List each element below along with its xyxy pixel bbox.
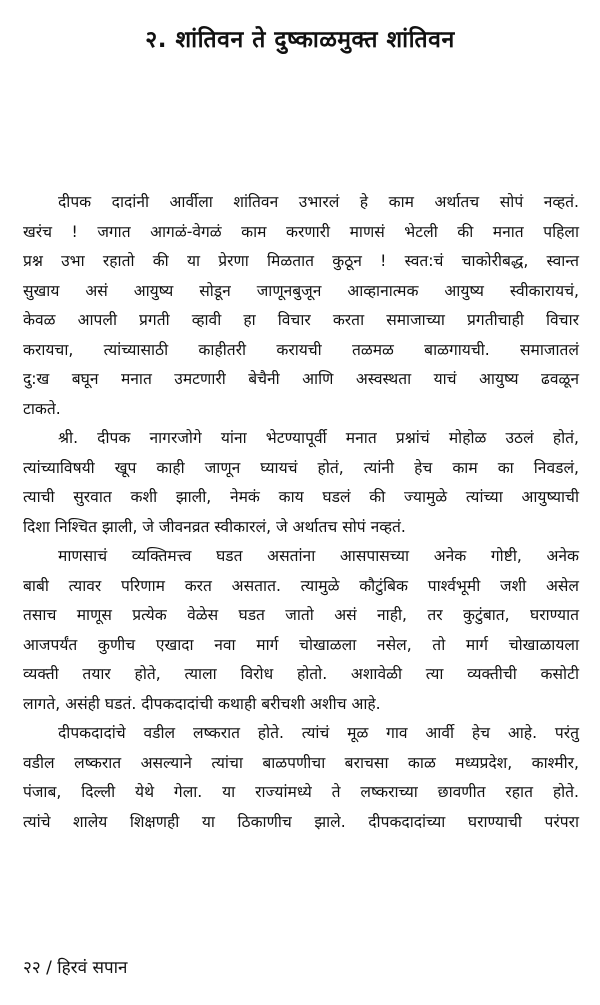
paragraph-1 [23,188,579,424]
page-footer: २२ / हिरवं सपान [23,958,128,978]
text-line: सुखाय असं आयुष्य सोडून जाणूनबुजून आव्हानात्मक आयुष्य स्वीकारायचं, [23,281,579,300]
body-text [23,188,579,837]
text-line: दिशा निश्चित झाली, जे जीवनव्रत स्वीकारलं, जे अर्थातच सोपं नव्हतं. [23,517,406,536]
text-line: आजपर्यंत कुणीच एखादा नवा मार्ग चोखाळला नसेल, तो मार्ग चोखाळायला [23,635,579,654]
paragraph-3 [23,542,579,719]
text-line: खरंच ! जगात आगळं-वेगळं काम करणारी माणसं भेटली की मनात पहिला [23,222,579,241]
text-line: दु:ख बघून मनात उमटणारी बेचैनी आणि अस्वस्थता याचं आयुष्य ढवळून [23,370,579,388]
paragraph-4 [23,719,579,837]
text-line: टाकते. [23,399,61,418]
text-line: करायचा, त्यांच्यासाठी काहीतरी करायची तळमळ बाळगायची. समाजातलं [23,340,579,359]
text-line: त्यांच्याविषयी खूप काही जाणून घ्यायचं होतं, त्यांनी हेच काम का निवडलं, [23,458,579,477]
text-line: लागते, असंही घडतं. दीपकदादांची कथाही बरीचशी अशीच आहे. [23,694,381,713]
text-line: श्री. दीपक नागरजोगे यांना भेटण्यापूर्वी मनात प्रश्नांचं मोहोळ उठलं होतं, [58,429,579,447]
paragraph-2 [23,424,579,542]
text-line: तसाच माणूस प्रत्येक वेळेस घडत जातो असं नाही, तर कुटुंबात, घराण्यात [23,606,579,624]
text-line: माणसाचं व्यक्तिमत्त्व घडत असतांना आसपासच्या अनेक गोष्टी, अनेक [58,547,579,565]
text-line: पंजाब, दिल्ली येथे गेला. या राज्यांमध्ये ते लष्कराच्या छावणीत रहात होते. [23,783,579,801]
text-line: दीपक दादांनी आर्वीला शांतिवन उभारलं हे काम अर्थातच सोपं नव्हतं. [58,193,579,211]
text-line: त्यांचे शालेय शिक्षणही या ठिकाणीच झाले. दीपकदादांच्या घराण्याची परंपरा [23,812,579,831]
text-line: बाबी त्यावर परिणाम करत असतात. त्यामुळे कौटुंबिक पार्श्वभूमी जशी असेल [23,576,579,595]
text-line: प्रश्न उभा रहातो की या प्रेरणा मिळतात कुठून ! स्वत:चं चाकोरीबद्ध, स्वान्त [23,252,579,270]
text-line: व्यक्ती तयार होते, त्याला विरोध होतो. अशावेळी त्या व्यक्तीची कसोटी [23,665,579,683]
text-line: त्याची सुरवात कशी झाली, नेमकं काय घडलं की ज्यामुळे त्यांच्या आयुष्याची [23,488,579,506]
text-line: दीपकदादांचे वडील लष्करात होते. त्यांचं मूळ गाव आर्वी हेच आहे. परंतु [58,724,579,742]
text-line: केवळ आपली प्रगती व्हावी हा विचार करता समाजाच्या प्रगतीचाही विचार [23,311,579,329]
text-line: वडील लष्करात असल्याने त्यांचा बाळपणीचा बराचसा काळ मध्यप्रदेश, काश्मीर, [23,753,579,772]
chapter-title: २. शांतिवन ते दुष्काळमुक्त शांतिवन [145,27,455,53]
